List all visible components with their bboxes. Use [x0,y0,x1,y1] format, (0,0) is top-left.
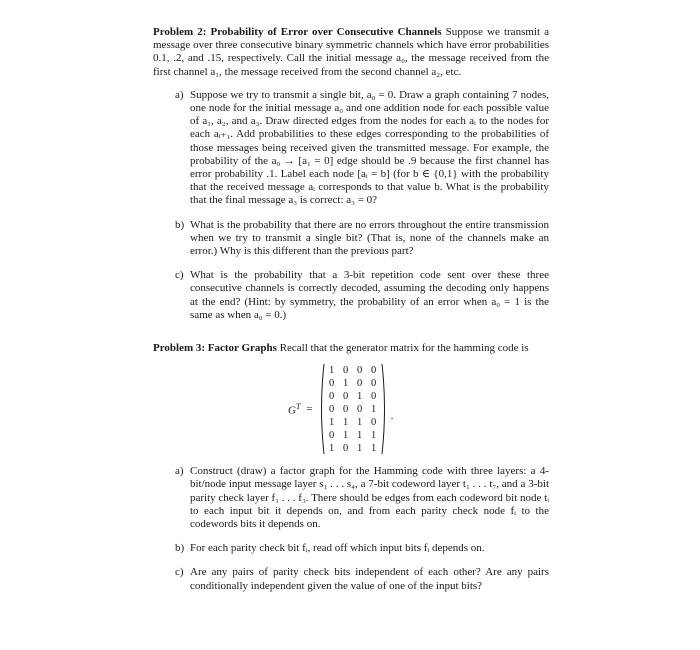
problem-2-intro [153,26,549,79]
problem-2-intro-text: Suppose we transmit a message over three consecutive binary symmetric channels which have error probabilities 0.1, .2, and .15, respectively. Call the initial message a₀, the message received from the first channel a₁, the message received from the second channel a₂, etc. [153,26,549,78]
matrix-cell: 0 [357,364,363,376]
matrix-cell: 1 [329,442,335,454]
problem-3-part-a [175,465,549,531]
matrix-cell: 0 [371,364,377,376]
part-label: b) [175,218,185,231]
generator-matrix [325,364,381,455]
part-text: What is the probability that there are no errors throughout the entire transmission when we try to transmit a single bit? (That is, none of the channels make an error.) Why is this different than the previous part? [190,218,549,258]
matrix-cell: 0 [371,390,377,402]
part-text: What is the probability that a 3-bit repetition code sent over these three consecutive channels is correctly decoded, assuming the decoding only happens at the end? (Hint: by symmetry, the probability of an error when a₀ = 1 is the same as when a₀ = 0.) [190,269,549,321]
problem-2-title: Problem 2: Probability of Error over Consecutive Channels [153,26,442,38]
problem-3-title: Problem 3: Factor Graphs [153,342,277,355]
matrix-cell: 1 [329,364,335,376]
matrix-cell: 0 [343,403,349,415]
problem-2-part-a [175,89,549,208]
problem-3-part-b [175,542,549,555]
matrix-cell: 0 [371,416,377,428]
part-label: c) [175,566,184,579]
matrix-cell: 1 [371,429,377,441]
generator-matrix-equation [288,363,549,455]
problem-3-part-c [175,566,549,592]
matrix-cell: 1 [371,403,377,415]
matrix-cell: 0 [371,377,377,389]
problem-3-parts [175,465,549,593]
matrix-cell: 0 [343,364,349,376]
part-label: c) [175,269,184,282]
matrix-cell: 1 [371,442,377,454]
matrix-cell: 0 [357,403,363,415]
matrix-cell: 1 [357,442,363,454]
right-paren [381,363,387,455]
matrix-cell: 0 [329,429,335,441]
document-page [153,26,549,604]
matrix-cell: 1 [343,377,349,389]
matrix-name: $G^T$ [288,402,301,417]
part-text: For each parity check bit fᵢ, read off which input bits fᵢ depends on. [190,542,485,555]
matrix-cell: 1 [343,416,349,428]
matrix-cell: 0 [329,390,335,402]
matrix-cell: 1 [357,429,363,441]
matrix-cell: 0 [357,377,363,389]
matrix-cell: 1 [357,390,363,402]
problem-2-parts [175,89,549,322]
problem-3-intro [153,342,549,355]
matrix-cell: 0 [343,442,349,454]
matrix-cell: 0 [329,403,335,415]
matrix-period: . [390,409,394,422]
matrix-cell: 1 [357,416,363,428]
part-text: Construct (draw) a factor graph for the Hamming code with three layers: a 4-bit/node input message layer s₁ . . . s₄, a 7-bit codeword layer t₁ . . . t₇, and a 3-bit parity check layer f₁ . . . f₃. There should be edges from each codeword bit node tᵢ to each input bit it depends on, and from each parity check node fᵢ to the codewords bits it depends on. [190,465,549,531]
matrix-cell: 1 [343,429,349,441]
equals-sign: = [306,402,313,415]
matrix-cell: 0 [343,390,349,402]
problem-2-part-b [175,219,549,259]
part-label: a) [175,465,184,478]
part-label: a) [175,88,184,101]
matrix-cell: 1 [329,416,335,428]
matrix-cell: 0 [329,377,335,389]
problem-3-intro-text: Recall that the generator matrix for the hamming code is [279,342,529,355]
part-label: b) [175,542,185,555]
problem-2-part-c [175,269,549,322]
part-text: Are any pairs of parity check bits independent of each other? Are any pairs conditionally independent given the value of one of the input bits? [190,566,549,592]
part-text: Suppose we try to transmit a single bit, a₀ = 0. Draw a graph containing 7 nodes, one node for the initial message a₀ and one addition node for each possible value of a₁, a₂, and a₃. Draw directed edges from the nodes for each aᵢ to the nodes for each aᵢ₊₁. Add probabilities to these edges corresponding to the probabilities of those messages being received given the transmitted message. For example, the probability of the a₀ → [a₁ = 0] edge should be .9 because the first channel has error probability .1. Label each node [aᵢ = b] (for b ∈ {0,1} with the probability that the received message aᵢ corresponds to that value b. What is the probability that the final message a₃ is correct: a₃ = 0? [190,88,549,207]
